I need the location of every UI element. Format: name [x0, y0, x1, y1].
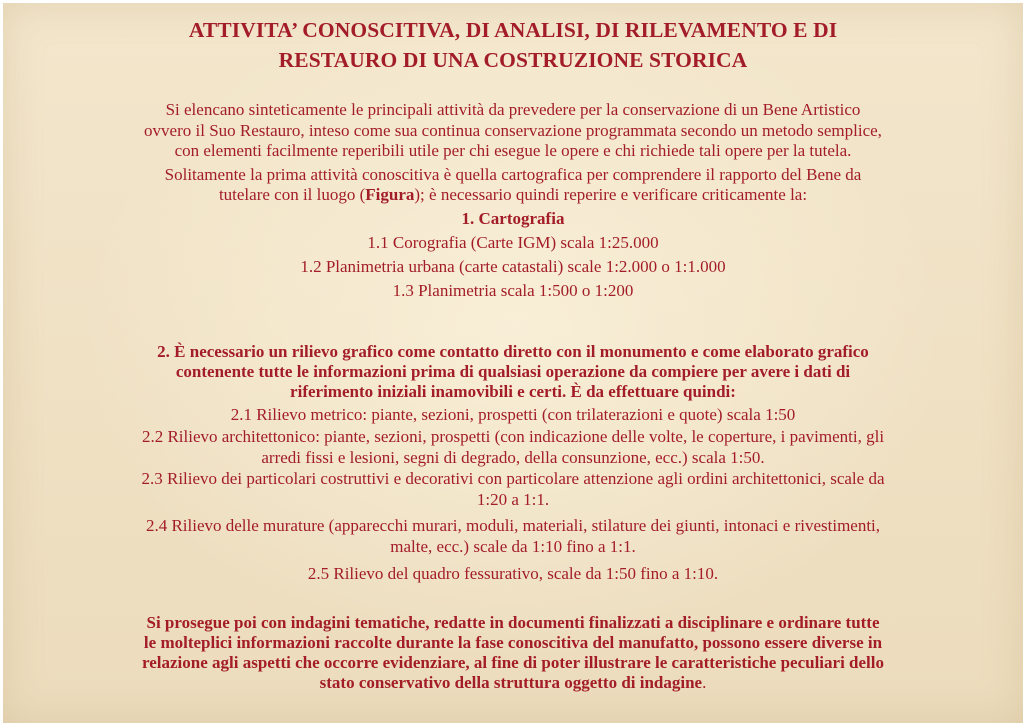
- closing-line-4: stato conservativo della struttura oggetto di indagine: [319, 672, 703, 692]
- intro-p2-line-2-end: ); è necessario quindi reperire e verificare criticamente la:: [414, 185, 808, 204]
- section-2-intro-line-2: contenente tutte le informazioni prima di qualsiasi operazione da compiere per avere i dati di: [175, 361, 851, 381]
- closing-line-2: le molteplici informazioni raccolte durante la fase conoscitiva del manufatto, possono essere diverse in: [143, 632, 883, 652]
- intro-p1-line-1: Si elencano sinteticamente le principali attività da prevedere per la conservazione di un Bene Artistico: [165, 100, 861, 119]
- section-2-item-3: [3, 469, 1023, 510]
- section-2-item-5: 2.5 Rilievo del quadro fessurativo, scale da 1:50 fino a 1:10.: [307, 564, 719, 583]
- section-1-item-2: 1.2 Planimetria urbana (carte catastali) scale 1:2.000 o 1:1.000: [300, 256, 726, 276]
- section-1-item-1: 1.1 Corografia (Carte IGM) scala 1:25.000: [367, 232, 659, 252]
- document-content: [3, 3, 1023, 693]
- section-2-intro-line-1: 2. È necessario un rilievo grafico come contatto diretto con il monumento e come elaborato grafico: [157, 341, 869, 361]
- section-2-item-3-line-2: 1:20 a 1:1.: [476, 489, 550, 509]
- section-2-item-2-line-1: 2.2 Rilievo architettonico: piante, sezioni, prospetti (con indicazione delle volte, le coperture, i pavimenti, gli: [141, 427, 885, 446]
- paper-sheet: [3, 3, 1023, 723]
- closing-paragraph: [3, 613, 1023, 693]
- section-2-item-4: [3, 516, 1023, 557]
- intro-paragraph-1: [3, 100, 1023, 162]
- closing-final-period: .: [702, 672, 707, 692]
- section-2-item-4-line-1: 2.4 Rilievo delle murature (apparecchi murari, moduli, materiali, stilature dei giunti, intonaci e rivestimenti,: [145, 516, 881, 535]
- section-2-intro: [3, 342, 1023, 402]
- figure-reference: Figura: [365, 185, 415, 204]
- section-1-item-3: 1.3 Planimetria scala 1:500 o 1:200: [392, 280, 634, 300]
- section-2-item-4-line-2: malte, ecc.) scale da 1:10 fino a 1:1.: [390, 536, 636, 556]
- intro-paragraph-2: [3, 165, 1023, 206]
- section-2-item-3-line-1: 2.3 Rilievo dei particolari costruttivi e decorativi con particolare attenzione agli ordini architettonici, scale da: [141, 469, 885, 488]
- section-2-item-1: 2.1 Rilievo metrico: piante, sezioni, prospetti (con trilaterazioni e quote) scala 1:50: [230, 404, 796, 424]
- closing-line-3: relazione agli aspetti che occorre evidenziare, al fine di poter illustrare le caratteristiche peculiari dello: [142, 652, 884, 672]
- closing-line-1: Si prosegue poi con indagini tematiche, redatte in documenti finalizzati a disciplinare e ordinare tutte: [146, 612, 880, 632]
- intro-p1-line-2: ovvero il Suo Restauro, inteso come sua continua conservazione programmata secondo un metodo semplice,: [144, 120, 882, 140]
- section-2-item-2-line-2: arredi fissi e lesioni, segni di degrado, della consunzione, ecc.) scala 1:50.: [261, 447, 765, 467]
- intro-p2-line-1: Solitamente la prima attività conoscitiva è quella cartografica per comprendere il rapporto del Bene da: [164, 164, 862, 184]
- section-2-item-2: [3, 427, 1023, 468]
- title-line-2: RESTAURO DI UNA COSTRUZIONE STORICA: [278, 48, 748, 72]
- intro-p1-line-3: con elementi facilmente reperibili utile per chi esegue le opere e chi richiede tali opere per la tutela.: [174, 141, 852, 160]
- section-1-heading: 1. Cartografia: [461, 208, 565, 228]
- document-title: [3, 3, 1023, 75]
- title-line-1: ATTIVITA’ CONOSCITIVA, DI ANALISI, DI RILEVAMENTO E DI: [188, 18, 838, 42]
- intro-p2-line-2-start: tutelare con il luogo (: [218, 185, 366, 204]
- section-2-intro-line-3: riferimento iniziali inamovibili e certi. È da effettuare quindi:: [290, 381, 736, 401]
